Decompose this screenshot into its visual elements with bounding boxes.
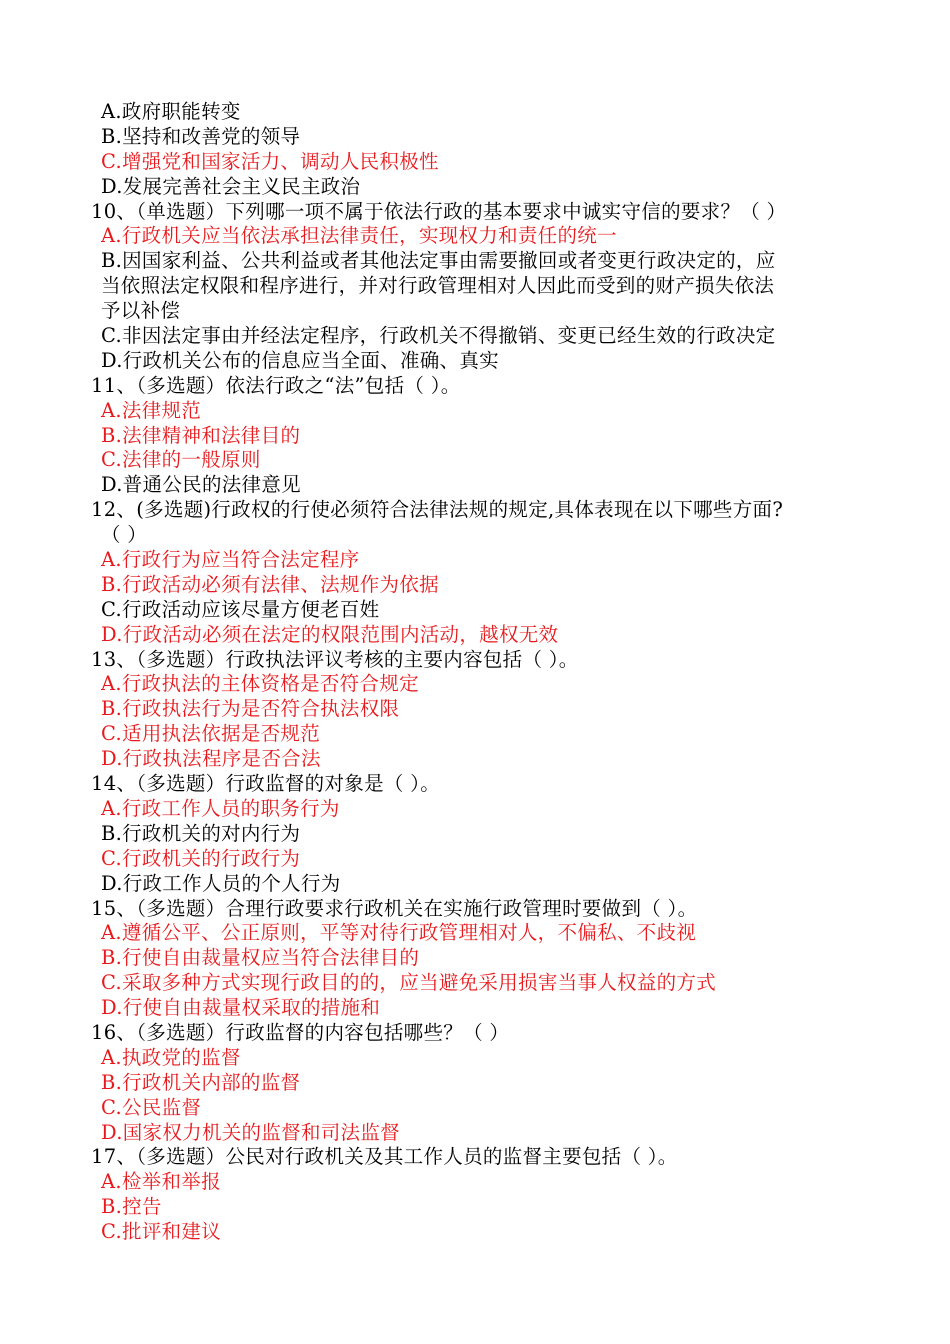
answer-option-correct: A.行政行为应当符合法定程序: [101, 548, 360, 572]
question-stem: 10、（单选题）下列哪一项不属于依法行政的基本要求中诚实守信的要求？（ ）: [91, 199, 787, 223]
answer-option-correct: D.行政活动必须在法定的权限范围内活动，越权无效: [101, 622, 559, 646]
text-continuation: （ ）: [101, 523, 148, 547]
question-stem: 11、（多选题）依法行政之“法”包括（ ）。: [91, 373, 461, 397]
answer-option-correct: C.批评和建议: [101, 1220, 222, 1244]
question-stem: 12、(多选题)行政权的行使必须符合法律法规的规定,具体表现在以下哪些方面?: [91, 498, 784, 522]
question-stem: 16、（多选题）行政监督的内容包括哪些？（ ）: [91, 1020, 510, 1044]
answer-option: B.因国家利益、公共利益或者其他法定事由需要撤回或者变更行政决定的，应: [101, 249, 776, 273]
question-stem: 13、（多选题）行政执法评议考核的主要内容包括（ ）。: [91, 647, 579, 671]
answer-option-correct: C.采取多种方式实现行政目的的，应当避免采用损害当事人权益的方式: [101, 971, 717, 995]
answer-option: D.普通公民的法律意见: [101, 473, 301, 497]
question-stem: 14、（多选题）行政监督的对象是（ ）。: [91, 772, 441, 796]
answer-option: A.政府职能转变: [101, 100, 241, 123]
answer-option: B.坚持和改善党的领导: [101, 124, 301, 148]
answer-option-correct: A.行政工作人员的职务行为: [101, 796, 340, 820]
answer-option-correct: C.公民监督: [101, 1095, 202, 1119]
answer-option: C.非因法定事由并经法定程序，行政机关不得撤销、变更已经生效的行政决定: [101, 324, 776, 348]
answer-option-correct: B.行政活动必须有法律、法规作为依据: [101, 572, 439, 596]
answer-option: D.行政机关公布的信息应当全面、准确、真实: [101, 348, 499, 372]
answer-option-correct: A.遵循公平、公正原则，平等对待行政管理相对人，不偏私、不歧视: [101, 921, 697, 945]
answer-option-correct: C.行政机关的行政行为: [101, 846, 301, 870]
answer-option: D.发展完善社会主义民主政治: [101, 174, 361, 198]
text-continuation: 当依照法定权限和程序进行，并对行政管理相对人因此而受到的财产损失依法: [101, 274, 775, 298]
answer-option-correct: A.法律规范: [101, 398, 202, 422]
answer-option-correct: A.行政机关应当依法承担法律责任，实现权力和责任的统一: [101, 224, 617, 248]
answer-option: C.行政活动应该尽量方便老百姓: [101, 597, 380, 621]
answer-option-correct: B.行政执法行为是否符合执法权限: [101, 697, 400, 721]
answer-option: D.行政工作人员的个人行为: [101, 871, 341, 895]
question-stem: 17、（多选题）公民对行政机关及其工作人员的监督主要包括（ ）。: [91, 1145, 678, 1169]
text-continuation: 予以补偿: [101, 299, 181, 323]
answer-option-correct: B.行使自由裁量权应当符合法律目的: [101, 946, 420, 970]
answer-option-correct: A.行政执法的主体资格是否符合规定: [101, 672, 419, 696]
answer-option: B.行政机关的对内行为: [101, 821, 301, 845]
answer-option-correct: D.国家权力机关的监督和司法监督: [101, 1120, 400, 1144]
answer-option-correct: A.执政党的监督: [101, 1045, 241, 1069]
answer-option-correct: C.增强党和国家活力、调动人民积极性: [101, 149, 439, 173]
answer-option-correct: D.行使自由裁量权采取的措施和: [101, 996, 381, 1020]
answer-option-correct: C.适用执法依据是否规范: [101, 722, 321, 746]
question-stem: 15、（多选题）合理行政要求行政机关在实施行政管理时要做到（ ）。: [91, 896, 698, 920]
answer-option-correct: B.行政机关内部的监督: [101, 1070, 301, 1094]
answer-option-correct: D.行政执法程序是否合法: [101, 747, 321, 771]
answer-option-correct: C.法律的一般原则: [101, 448, 261, 472]
answer-option-correct: A.检举和举报: [101, 1170, 221, 1194]
answer-option-correct: B.法律精神和法律目的: [101, 423, 301, 447]
question-list: [91, 100, 871, 1245]
answer-option-correct: B.控告: [101, 1195, 162, 1219]
